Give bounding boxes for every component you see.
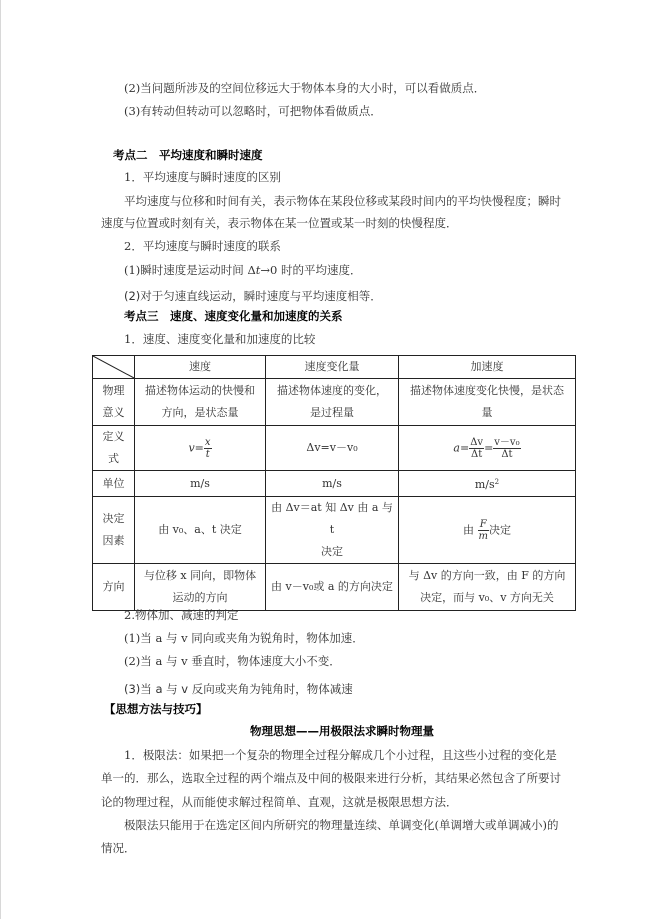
label-factor: 决定 因素 (93, 497, 135, 564)
cell-direction-delta: 由 v－v₀或 a 的方向决定 (266, 564, 399, 611)
velocity-formula-lhs: v= (188, 441, 204, 454)
section2-subheading-1: 1．平均速度与瞬时速度的区别 (124, 170, 281, 184)
accel-formula-eq: = (484, 441, 494, 454)
cell-factor-velocity: 由 v₀、a、t 决定 (135, 497, 266, 564)
section3-subheading-2: 2.物体加、减速的判定 (124, 608, 239, 622)
table-row-definition (93, 426, 576, 471)
accel-formula-lhs: a= (453, 441, 470, 454)
cell-unit-delta: m/s (266, 471, 399, 497)
accel-fraction-1: $\frac{\Delta v}{\Delta t}$ (470, 436, 484, 460)
methods-paragraph-2-line-2: 情况． (101, 841, 136, 855)
section2-paragraph-line-2: 速度与位置或时刻有关，表示物体在某一位置或某一时刻的快慢程度． (101, 216, 458, 230)
force-mass-fraction: $\frac{F}{m}$ (478, 518, 488, 542)
velocity-fraction: $\frac{x}{t}$ (204, 436, 211, 460)
methods-paragraph-1-line-2: 单一的．那么，选取全过程的两个端点及中间的极限来进行分析，其结果必然包含了所要讨 (101, 771, 561, 785)
section2-item-1 (124, 263, 361, 277)
header-velocity-change: 速度变化量 (266, 356, 399, 379)
methods-heading: 【思想方法与技巧】 (104, 702, 208, 716)
comparison-table (92, 355, 576, 611)
table-row-factor (93, 497, 576, 564)
section2-heading: 考点二 平均速度和瞬时速度 (113, 148, 263, 162)
delta-formula: Δv=v－v₀ (306, 441, 358, 454)
section3-heading: 考点三 速度、速度变化量和加速度的关系 (124, 309, 343, 323)
table-row-meaning (93, 379, 576, 426)
judge-item-3: (3)当 a 与 v 反向或夹角为钝角时，物体减速 (124, 682, 353, 696)
table-row-direction (93, 564, 576, 611)
page-left-edge (0, 0, 1, 919)
item1-post: →0 时的平均速度． (260, 263, 362, 277)
cell-direction-accel: 与 Δv 的方向一致，由 F 的方向 决定，而与 v₀、v 方向无关 (399, 564, 576, 611)
methods-title: 物理思想——用极限法求瞬时物理量 (250, 724, 434, 738)
cell-factor-delta: 由 Δv＝at 知 Δv 由 a 与 t 决定 (266, 497, 399, 564)
cell-meaning-accel: 描述物体速度变化快慢，是状态 量 (399, 379, 576, 426)
methods-paragraph-1-line-3: 论的物理过程，从而能使求解过程简单、直观，这就是极限思想方法． (101, 795, 458, 809)
cell-direction-velocity: 与位移 x 同向，即物体 运动的方向 (135, 564, 266, 611)
section2-item-2: (2)对于匀速直线运动，瞬时速度与平均速度相等． (124, 289, 382, 303)
header-velocity: 速度 (135, 356, 266, 379)
table-corner-cell (93, 356, 135, 379)
table-header-row (93, 356, 576, 379)
judge-item-2: (2)当 a 与 v 垂直时，物体速度大小不变． (124, 654, 341, 668)
label-meaning: 物理 意义 (93, 379, 135, 426)
item1-pre: (1)瞬时速度是运动时间 Δ (124, 263, 256, 277)
section3-subheading-1: 1．速度、速度变化量和加速度的比较 (124, 332, 316, 346)
judge-item-1: (1)当 a 与 v 同向或夹角为锐角时，物体加速． (124, 631, 364, 645)
diagonal-line (93, 356, 134, 378)
cell-definition-delta (266, 426, 399, 471)
cell-unit-accel: $m/s^2$ (399, 471, 576, 497)
accel-fraction-2: $\frac{\text{v－v₀}}{\Delta t}$ (494, 436, 520, 460)
cell-definition-velocity (135, 426, 266, 471)
intro-item-2: (2)当问题所涉及的空间位移远大于物体本身的大小时，可以看做质点． (124, 81, 486, 95)
cell-meaning-delta: 描述物体速度的变化， 是过程量 (266, 379, 399, 426)
cell-meaning-velocity: 描述物体运动的快慢和 方向，是状态量 (135, 379, 266, 426)
label-unit: 单位 (93, 471, 135, 497)
cell-definition-accel (399, 426, 576, 471)
label-definition: 定义 式 (93, 426, 135, 471)
item1-var: t (255, 263, 261, 277)
table-row-unit (93, 471, 576, 497)
cell-factor-accel: 由 $\frac{F}{m}$ 决定 (399, 497, 576, 564)
methods-paragraph-1-line-1: 1．极限法：如果把一个复杂的物理全过程分解成几个小过程，且这些小过程的变化是 (124, 748, 557, 762)
header-acceleration: 加速度 (399, 356, 576, 379)
label-direction: 方向 (93, 564, 135, 611)
section2-subheading-2: 2．平均速度与瞬时速度的联系 (124, 239, 281, 253)
section2-paragraph-line-1: 平均速度与位移和时间有关，表示物体在某段位移或某段时间内的平均快慢程度；瞬时 (124, 194, 561, 208)
cell-unit-velocity: m/s (135, 471, 266, 497)
intro-item-3: (3)有转动但转动可以忽略时，可把物体看做质点． (124, 104, 382, 118)
methods-paragraph-2-line-1: 极限法只能用于在选定区间内所研究的物理量连续、单调变化(单调增大或单调减小)的 (124, 818, 559, 832)
